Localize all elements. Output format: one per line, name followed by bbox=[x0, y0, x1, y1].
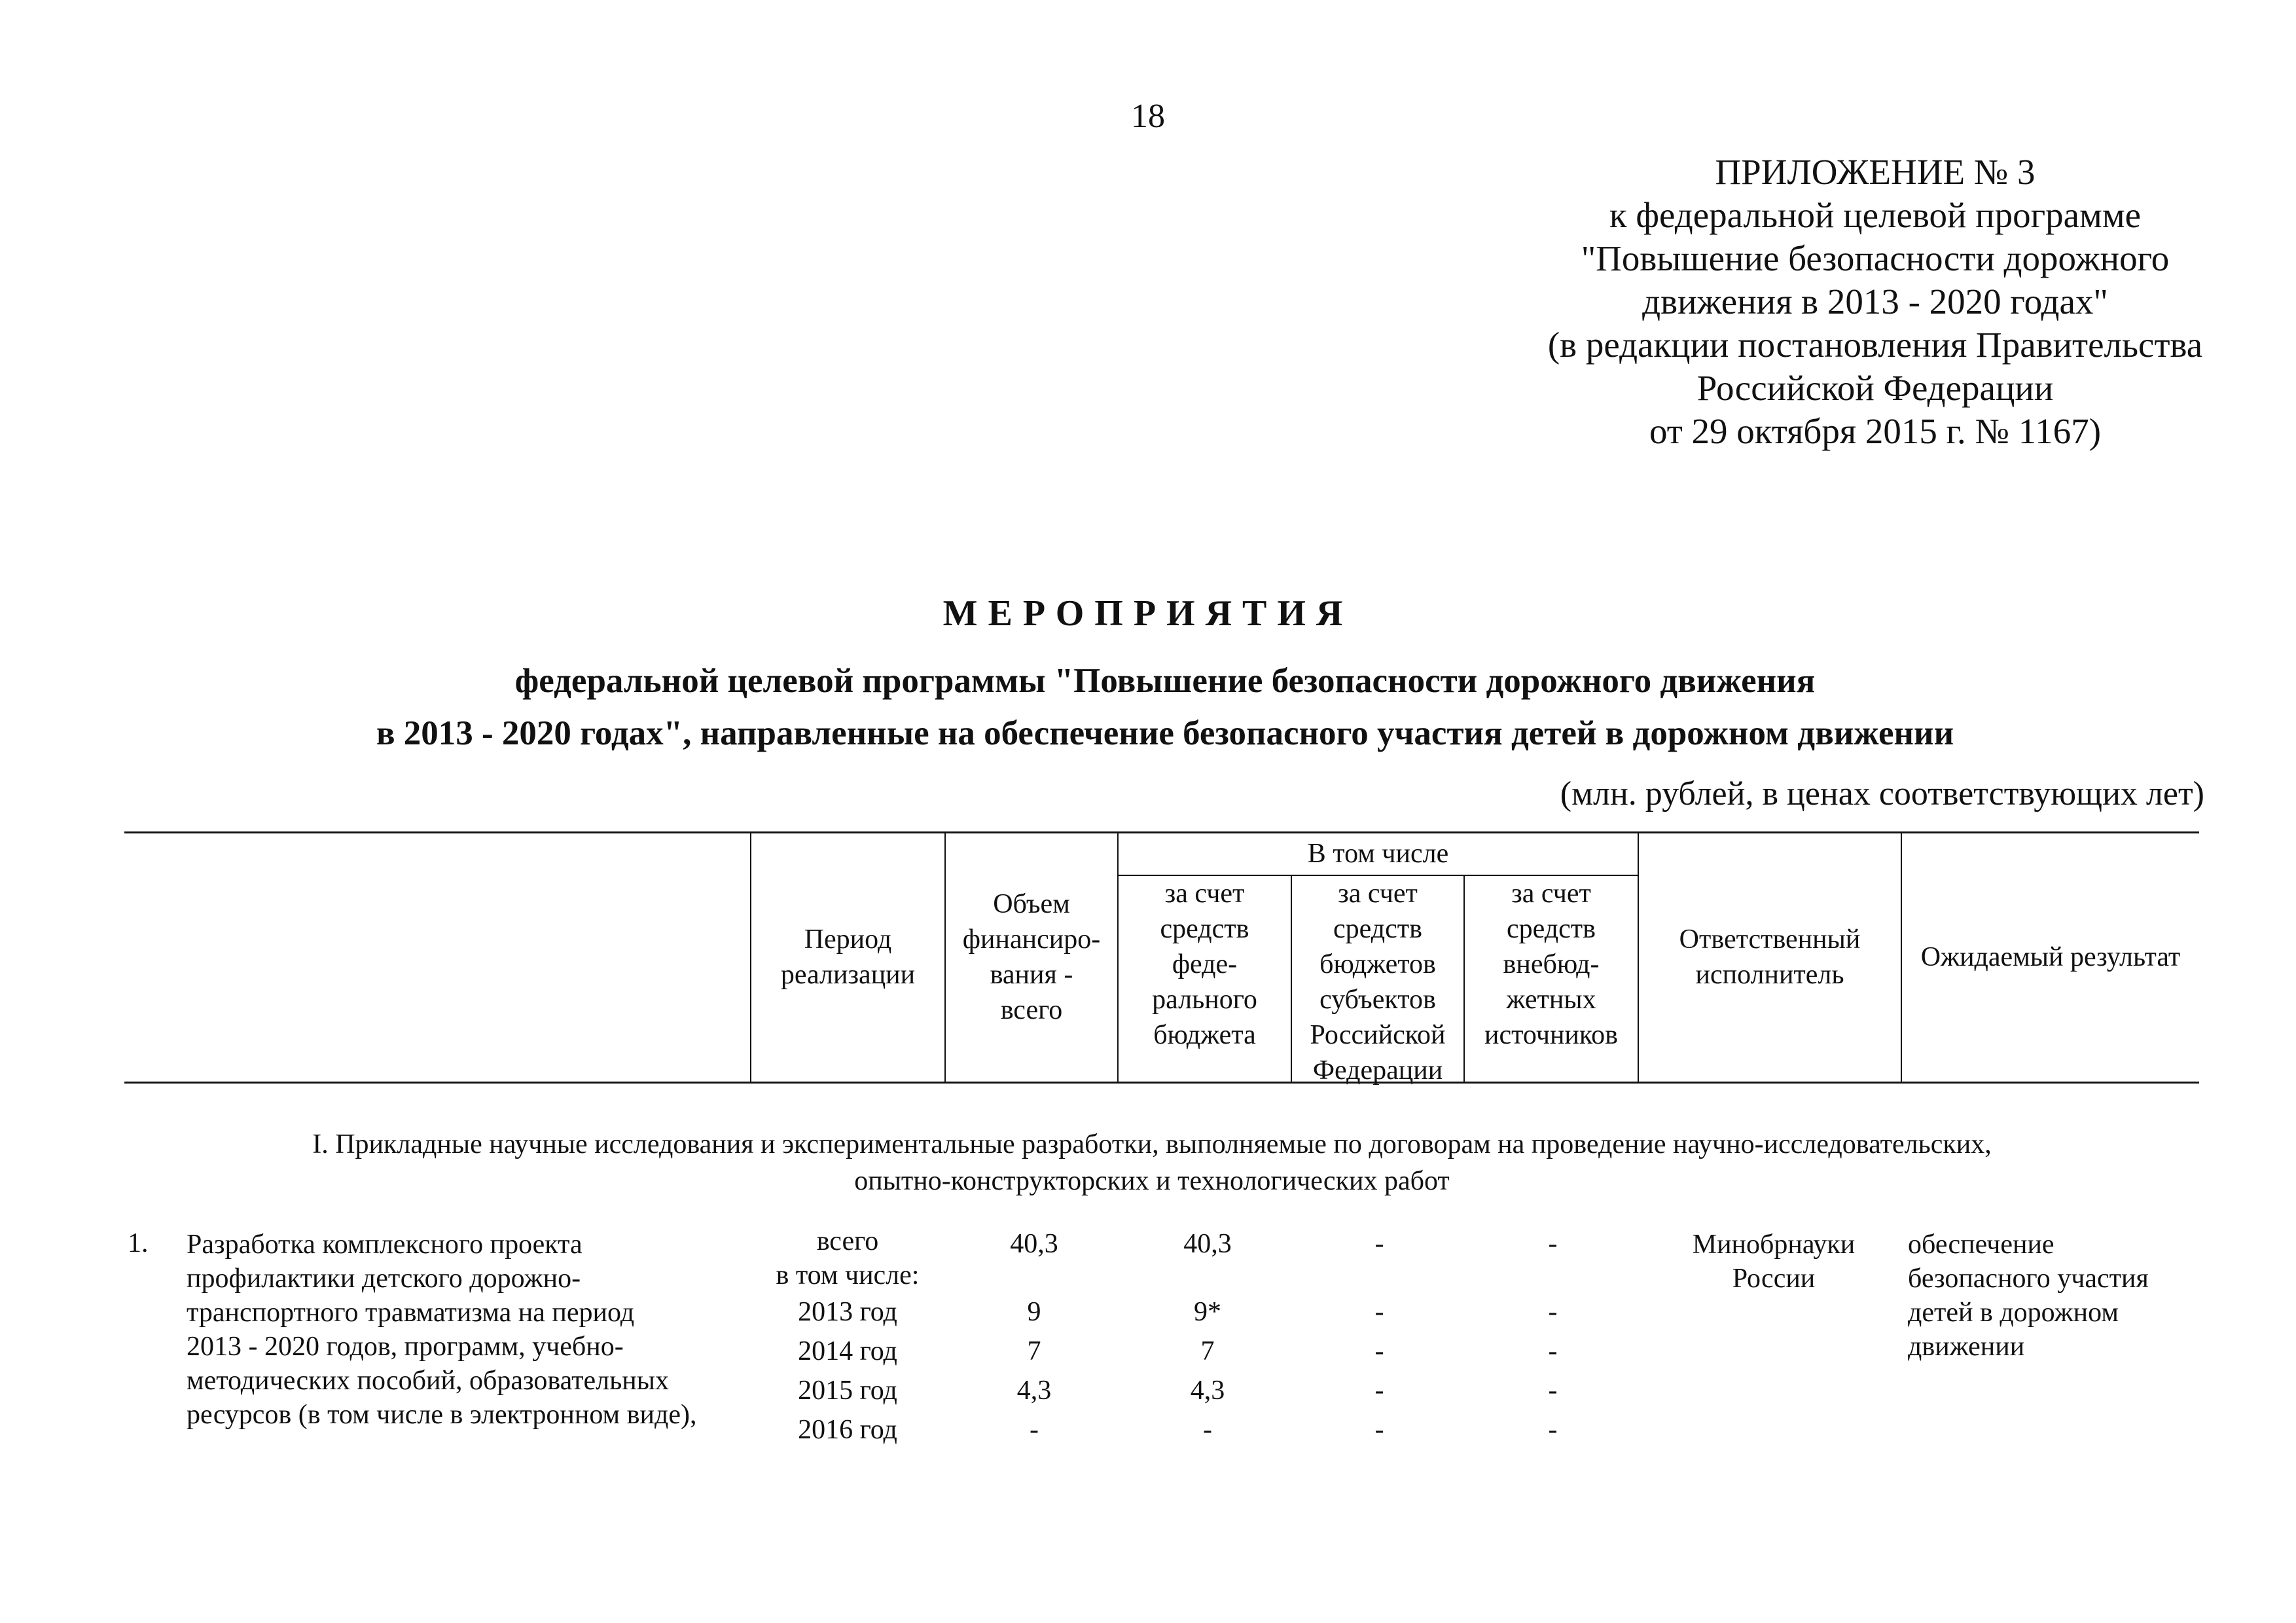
subtitle-line: в 2013 - 2020 годах", направленные на обеспечение безопасного участия детей в дорожном движении bbox=[376, 714, 1954, 752]
annex-line: Российской Федерации bbox=[1696, 368, 2054, 408]
subtitle-line: федеральной целевой программы "Повышение безопасности дорожного движения bbox=[514, 662, 1816, 700]
annex-line: движения в 2013 - 2020 годах" bbox=[1642, 282, 2108, 321]
annex-block bbox=[1460, 151, 2291, 453]
row-executor: Минобрнауки России bbox=[1692, 1230, 1856, 1294]
annex-line: "Повышение безопасности дорожного bbox=[1581, 238, 2170, 278]
header-period: Период реализации bbox=[780, 924, 916, 990]
row-extra-values: - - - - - bbox=[1548, 1229, 1558, 1445]
annex-line: ПРИЛОЖЕНИЕ № 3 bbox=[1715, 152, 2036, 192]
document-title: МЕРОПРИЯТИЯ bbox=[942, 593, 1354, 634]
header-total: Объем финансиро- вания - всего bbox=[962, 889, 1101, 1025]
header-regional: за счет средств бюджетов субъектов Российской Федерации bbox=[1310, 879, 1446, 1085]
annex-line: от 29 октября 2015 г. № 1167) bbox=[1649, 411, 2102, 451]
row-activity-name: Разработка комплексного проекта профилактики детского дорожно- транспортного травматизма на период 2013 - 2020 годов, программ, учебно- методических пособий, образовательных ресурсов (в том числе в электронном виде), bbox=[187, 1230, 697, 1430]
units-note: (млн. рублей, в ценах соответствующих лет) bbox=[1560, 775, 2204, 812]
row-number: 1. bbox=[128, 1228, 149, 1258]
header-extra: за счет средств внебюд- жетных источников bbox=[1484, 879, 1618, 1050]
page-number: 18 bbox=[1131, 98, 1165, 135]
row-expected-result: обеспечение безопасного участия детей в дорожном движении bbox=[1908, 1230, 2149, 1362]
header-federal: за счет средств феде- рального бюджета bbox=[1152, 879, 1257, 1050]
row-regional-values: - - - - - bbox=[1374, 1229, 1384, 1445]
header-group: В том числе bbox=[1307, 839, 1449, 869]
row-periods: всего в том числе: 2013 год 2014 год 2015 год 2016 год bbox=[776, 1226, 920, 1445]
annex-line: к федеральной целевой программе bbox=[1609, 195, 2142, 235]
row-federal-values: 40,3 9* 7 4,3 - bbox=[1183, 1229, 1232, 1445]
section-title: I. Прикладные научные исследования и экспериментальные разработки, выполняемые по договорам на проведение научно-исследовательских, опытно-конструкторских и технологических работ bbox=[312, 1129, 1992, 1196]
row-total-values: 40,3 9 7 4,3 - bbox=[1010, 1229, 1058, 1445]
header-bottom-border bbox=[124, 1082, 2199, 1084]
annex-line: (в редакции постановления Правительства bbox=[1547, 325, 2203, 365]
header-executor: Ответственный исполнитель bbox=[1679, 924, 1861, 990]
document-subtitle bbox=[98, 655, 2232, 759]
header-result: Ожидаемый результат bbox=[1920, 942, 2181, 972]
